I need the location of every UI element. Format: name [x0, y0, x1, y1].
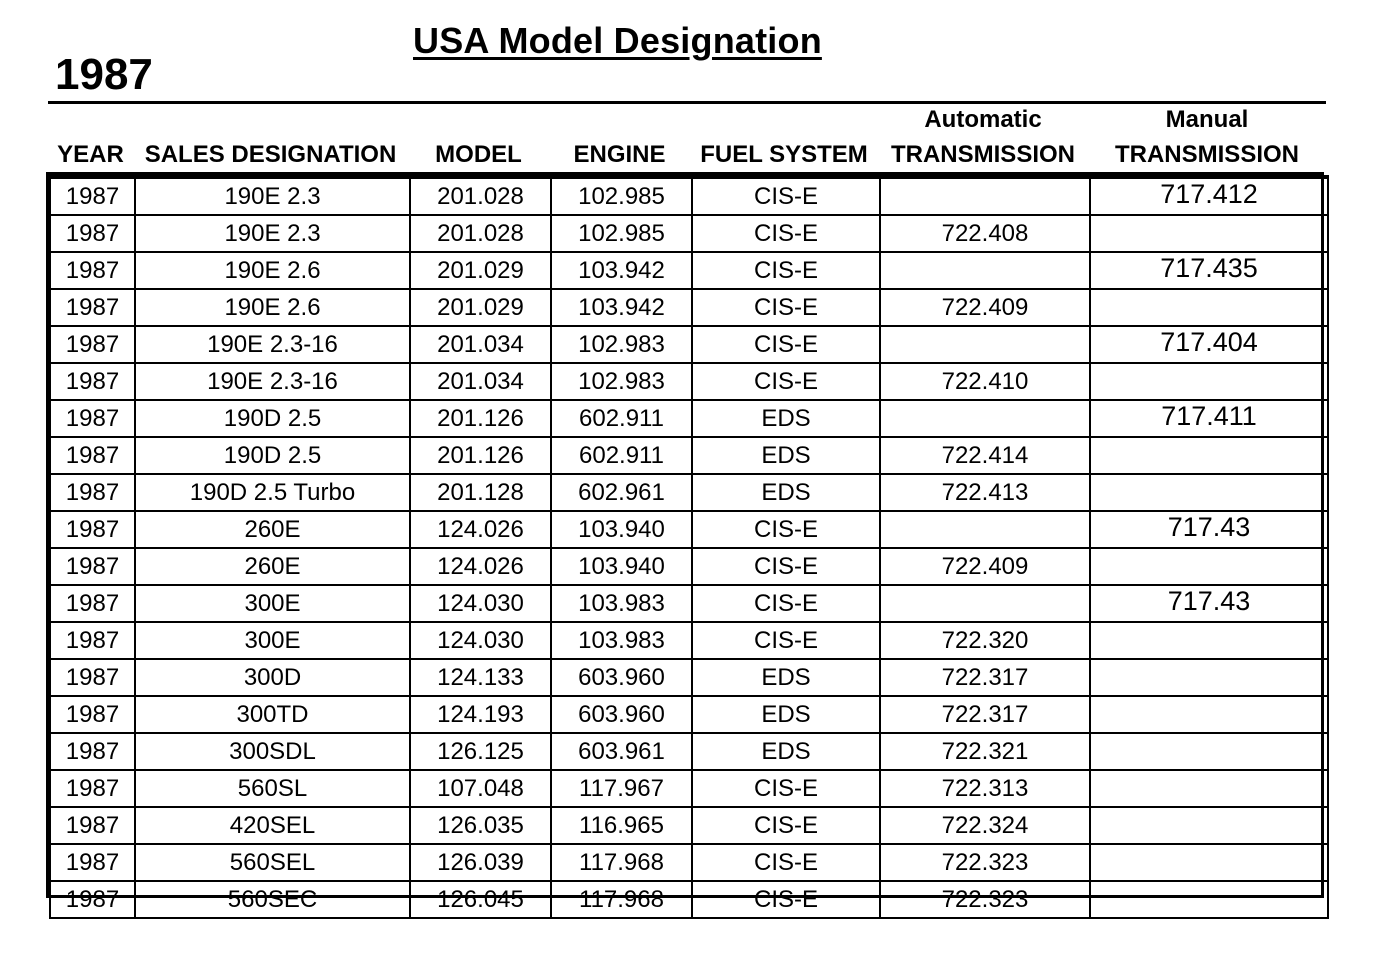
table-row	[50, 770, 1328, 807]
header-engine	[549, 137, 690, 172]
cell-year: 1987	[50, 881, 135, 918]
cell-sales-designation: 190E 2.3	[135, 177, 410, 215]
table-row	[50, 437, 1328, 474]
cell-manual-transmission	[1090, 844, 1328, 881]
cell-model: 201.126	[410, 400, 551, 437]
header-automatic-transmission-label: TRANSMISSION	[890, 141, 1075, 168]
header-sales-label: SALES DESIGNATION	[144, 141, 397, 168]
table-row	[50, 511, 1328, 548]
cell-fuel-system: CIS-E	[692, 289, 880, 326]
cell-automatic-transmission: 722.409	[880, 289, 1090, 326]
cell-fuel-system: EDS	[692, 400, 880, 437]
table-row	[50, 807, 1328, 844]
cell-year: 1987	[50, 733, 135, 770]
cell-model: 124.026	[410, 548, 551, 585]
cell-model: 126.045	[410, 881, 551, 918]
cell-fuel-system: CIS-E	[692, 363, 880, 400]
cell-engine: 117.967	[551, 770, 692, 807]
cell-year: 1987	[50, 548, 135, 585]
cell-engine: 603.960	[551, 659, 692, 696]
cell-automatic-transmission	[880, 252, 1090, 289]
cell-year: 1987	[50, 659, 135, 696]
table-row	[50, 622, 1328, 659]
cell-manual-transmission: 717.411	[1090, 400, 1328, 437]
cell-sales-designation: 560SEL	[135, 844, 410, 881]
cell-automatic-transmission: 722.414	[880, 437, 1090, 474]
table-header	[48, 104, 1326, 174]
cell-engine: 103.942	[551, 289, 692, 326]
cell-automatic-transmission: 722.321	[880, 733, 1090, 770]
cell-automatic-transmission: 722.313	[880, 770, 1090, 807]
cell-engine: 603.961	[551, 733, 692, 770]
cell-manual-transmission	[1090, 474, 1328, 511]
cell-sales-designation: 260E	[135, 548, 410, 585]
cell-year: 1987	[50, 511, 135, 548]
table-row	[50, 400, 1328, 437]
cell-model: 107.048	[410, 770, 551, 807]
cell-year: 1987	[50, 252, 135, 289]
cell-year: 1987	[50, 844, 135, 881]
cell-automatic-transmission: 722.410	[880, 363, 1090, 400]
cell-fuel-system: CIS-E	[692, 215, 880, 252]
cell-model: 201.034	[410, 363, 551, 400]
cell-engine: 102.983	[551, 363, 692, 400]
cell-fuel-system: CIS-E	[692, 548, 880, 585]
cell-year: 1987	[50, 474, 135, 511]
cell-manual-transmission	[1090, 770, 1328, 807]
cell-model: 124.193	[410, 696, 551, 733]
cell-automatic-transmission: 722.317	[880, 659, 1090, 696]
cell-model: 126.035	[410, 807, 551, 844]
cell-manual-transmission: 717.435	[1090, 252, 1328, 289]
cell-automatic-transmission: 722.320	[880, 622, 1090, 659]
cell-engine: 102.985	[551, 177, 692, 215]
cell-year: 1987	[50, 177, 135, 215]
header-fuel-label: FUEL SYSTEM	[700, 141, 868, 168]
cell-manual-transmission	[1090, 807, 1328, 844]
cell-sales-designation: 190D 2.5	[135, 400, 410, 437]
cell-manual-transmission	[1090, 548, 1328, 585]
table-body	[50, 177, 1328, 918]
header-model-label: MODEL	[435, 141, 522, 168]
header-sales-designation	[133, 137, 408, 172]
cell-manual-transmission	[1090, 437, 1328, 474]
cell-engine: 602.911	[551, 437, 692, 474]
cell-automatic-transmission: 722.323	[880, 844, 1090, 881]
cell-manual-transmission	[1090, 215, 1328, 252]
table-row	[50, 363, 1328, 400]
cell-automatic-transmission	[880, 177, 1090, 215]
cell-engine: 102.985	[551, 215, 692, 252]
table-row	[50, 289, 1328, 326]
header-engine-label: ENGINE	[573, 141, 666, 168]
cell-fuel-system: CIS-E	[692, 326, 880, 363]
cell-fuel-system: EDS	[692, 437, 880, 474]
cell-automatic-transmission	[880, 511, 1090, 548]
header-automatic-transmission	[878, 102, 1088, 172]
cell-fuel-system: CIS-E	[692, 844, 880, 881]
cell-model: 126.039	[410, 844, 551, 881]
cell-manual-transmission	[1090, 881, 1328, 918]
cell-year: 1987	[50, 400, 135, 437]
cell-manual-transmission	[1090, 659, 1328, 696]
cell-engine: 102.983	[551, 326, 692, 363]
table-row	[50, 215, 1328, 252]
header-manual-transmission	[1088, 102, 1326, 172]
cell-engine: 116.965	[551, 807, 692, 844]
cell-sales-designation: 560SEC	[135, 881, 410, 918]
cell-manual-transmission: 717.412	[1090, 177, 1328, 215]
cell-model: 124.133	[410, 659, 551, 696]
page-title: USA Model Designation	[413, 20, 822, 61]
cell-sales-designation: 300SDL	[135, 733, 410, 770]
cell-year: 1987	[50, 622, 135, 659]
cell-fuel-system: CIS-E	[692, 252, 880, 289]
cell-fuel-system: EDS	[692, 696, 880, 733]
table-row	[50, 252, 1328, 289]
cell-engine: 103.942	[551, 252, 692, 289]
cell-model: 201.029	[410, 252, 551, 289]
cell-engine: 117.968	[551, 881, 692, 918]
cell-year: 1987	[50, 696, 135, 733]
cell-sales-designation: 420SEL	[135, 807, 410, 844]
cell-engine: 117.968	[551, 844, 692, 881]
cell-manual-transmission	[1090, 696, 1328, 733]
cell-automatic-transmission	[880, 326, 1090, 363]
cell-sales-designation: 190D 2.5 Turbo	[135, 474, 410, 511]
cell-sales-designation: 190D 2.5	[135, 437, 410, 474]
cell-sales-designation: 190E 2.6	[135, 289, 410, 326]
cell-year: 1987	[50, 770, 135, 807]
cell-model: 201.029	[410, 289, 551, 326]
cell-automatic-transmission: 722.408	[880, 215, 1090, 252]
cell-fuel-system: EDS	[692, 474, 880, 511]
cell-model: 201.034	[410, 326, 551, 363]
cell-sales-designation: 300E	[135, 585, 410, 622]
cell-model: 126.125	[410, 733, 551, 770]
cell-manual-transmission	[1090, 622, 1328, 659]
cell-model: 201.028	[410, 215, 551, 252]
table-row	[50, 659, 1328, 696]
cell-automatic-transmission	[880, 585, 1090, 622]
cell-year: 1987	[50, 326, 135, 363]
table-row	[50, 881, 1328, 918]
header-manual-transmission-label: TRANSMISSION	[1114, 141, 1299, 168]
cell-year: 1987	[50, 363, 135, 400]
header-manual-label: Manual	[1165, 106, 1249, 133]
cell-model: 124.030	[410, 585, 551, 622]
cell-automatic-transmission: 722.413	[880, 474, 1090, 511]
cell-sales-designation: 300TD	[135, 696, 410, 733]
table-row	[50, 844, 1328, 881]
cell-engine: 103.940	[551, 548, 692, 585]
cell-engine: 602.961	[551, 474, 692, 511]
table-row	[50, 474, 1328, 511]
table-row	[50, 585, 1328, 622]
cell-automatic-transmission: 722.409	[880, 548, 1090, 585]
cell-manual-transmission: 717.43	[1090, 585, 1328, 622]
cell-automatic-transmission: 722.324	[880, 807, 1090, 844]
cell-engine: 103.940	[551, 511, 692, 548]
cell-sales-designation: 260E	[135, 511, 410, 548]
cell-manual-transmission: 717.43	[1090, 511, 1328, 548]
cell-fuel-system: CIS-E	[692, 585, 880, 622]
cell-fuel-system: CIS-E	[692, 511, 880, 548]
table-row	[50, 177, 1328, 215]
model-table	[46, 172, 1324, 913]
cell-fuel-system: CIS-E	[692, 881, 880, 918]
cell-model: 124.026	[410, 511, 551, 548]
cell-model: 124.030	[410, 622, 551, 659]
cell-year: 1987	[50, 585, 135, 622]
cell-fuel-system: CIS-E	[692, 807, 880, 844]
cell-model: 201.128	[410, 474, 551, 511]
cell-fuel-system: CIS-E	[692, 177, 880, 215]
cell-engine: 103.983	[551, 622, 692, 659]
cell-fuel-system: EDS	[692, 659, 880, 696]
cell-model: 201.126	[410, 437, 551, 474]
cell-model: 201.028	[410, 177, 551, 215]
cell-year: 1987	[50, 215, 135, 252]
cell-sales-designation: 190E 2.3-16	[135, 363, 410, 400]
table-row	[50, 696, 1328, 733]
cell-engine: 103.983	[551, 585, 692, 622]
cell-engine: 603.960	[551, 696, 692, 733]
header-year-label: YEAR	[57, 141, 124, 168]
header-year	[48, 137, 133, 172]
header-automatic-label: Automatic	[924, 106, 1042, 133]
cell-sales-designation: 300E	[135, 622, 410, 659]
cell-year: 1987	[50, 289, 135, 326]
header-model	[408, 137, 549, 172]
cell-sales-designation: 190E 2.6	[135, 252, 410, 289]
cell-engine: 602.911	[551, 400, 692, 437]
cell-sales-designation: 300D	[135, 659, 410, 696]
cell-fuel-system: EDS	[692, 733, 880, 770]
cell-sales-designation: 560SL	[135, 770, 410, 807]
cell-year: 1987	[50, 437, 135, 474]
header-fuel-system	[690, 137, 878, 172]
table-row	[50, 326, 1328, 363]
cell-manual-transmission	[1090, 363, 1328, 400]
cell-sales-designation: 190E 2.3	[135, 215, 410, 252]
cell-automatic-transmission: 722.323	[880, 881, 1090, 918]
table-row	[50, 548, 1328, 585]
cell-manual-transmission: 717.404	[1090, 326, 1328, 363]
cell-automatic-transmission: 722.317	[880, 696, 1090, 733]
cell-automatic-transmission	[880, 400, 1090, 437]
cell-manual-transmission	[1090, 733, 1328, 770]
cell-fuel-system: CIS-E	[692, 770, 880, 807]
cell-year: 1987	[50, 807, 135, 844]
year-heading: 1987	[55, 50, 153, 99]
cell-sales-designation: 190E 2.3-16	[135, 326, 410, 363]
cell-manual-transmission	[1090, 289, 1328, 326]
table-row	[50, 733, 1328, 770]
cell-fuel-system: CIS-E	[692, 622, 880, 659]
